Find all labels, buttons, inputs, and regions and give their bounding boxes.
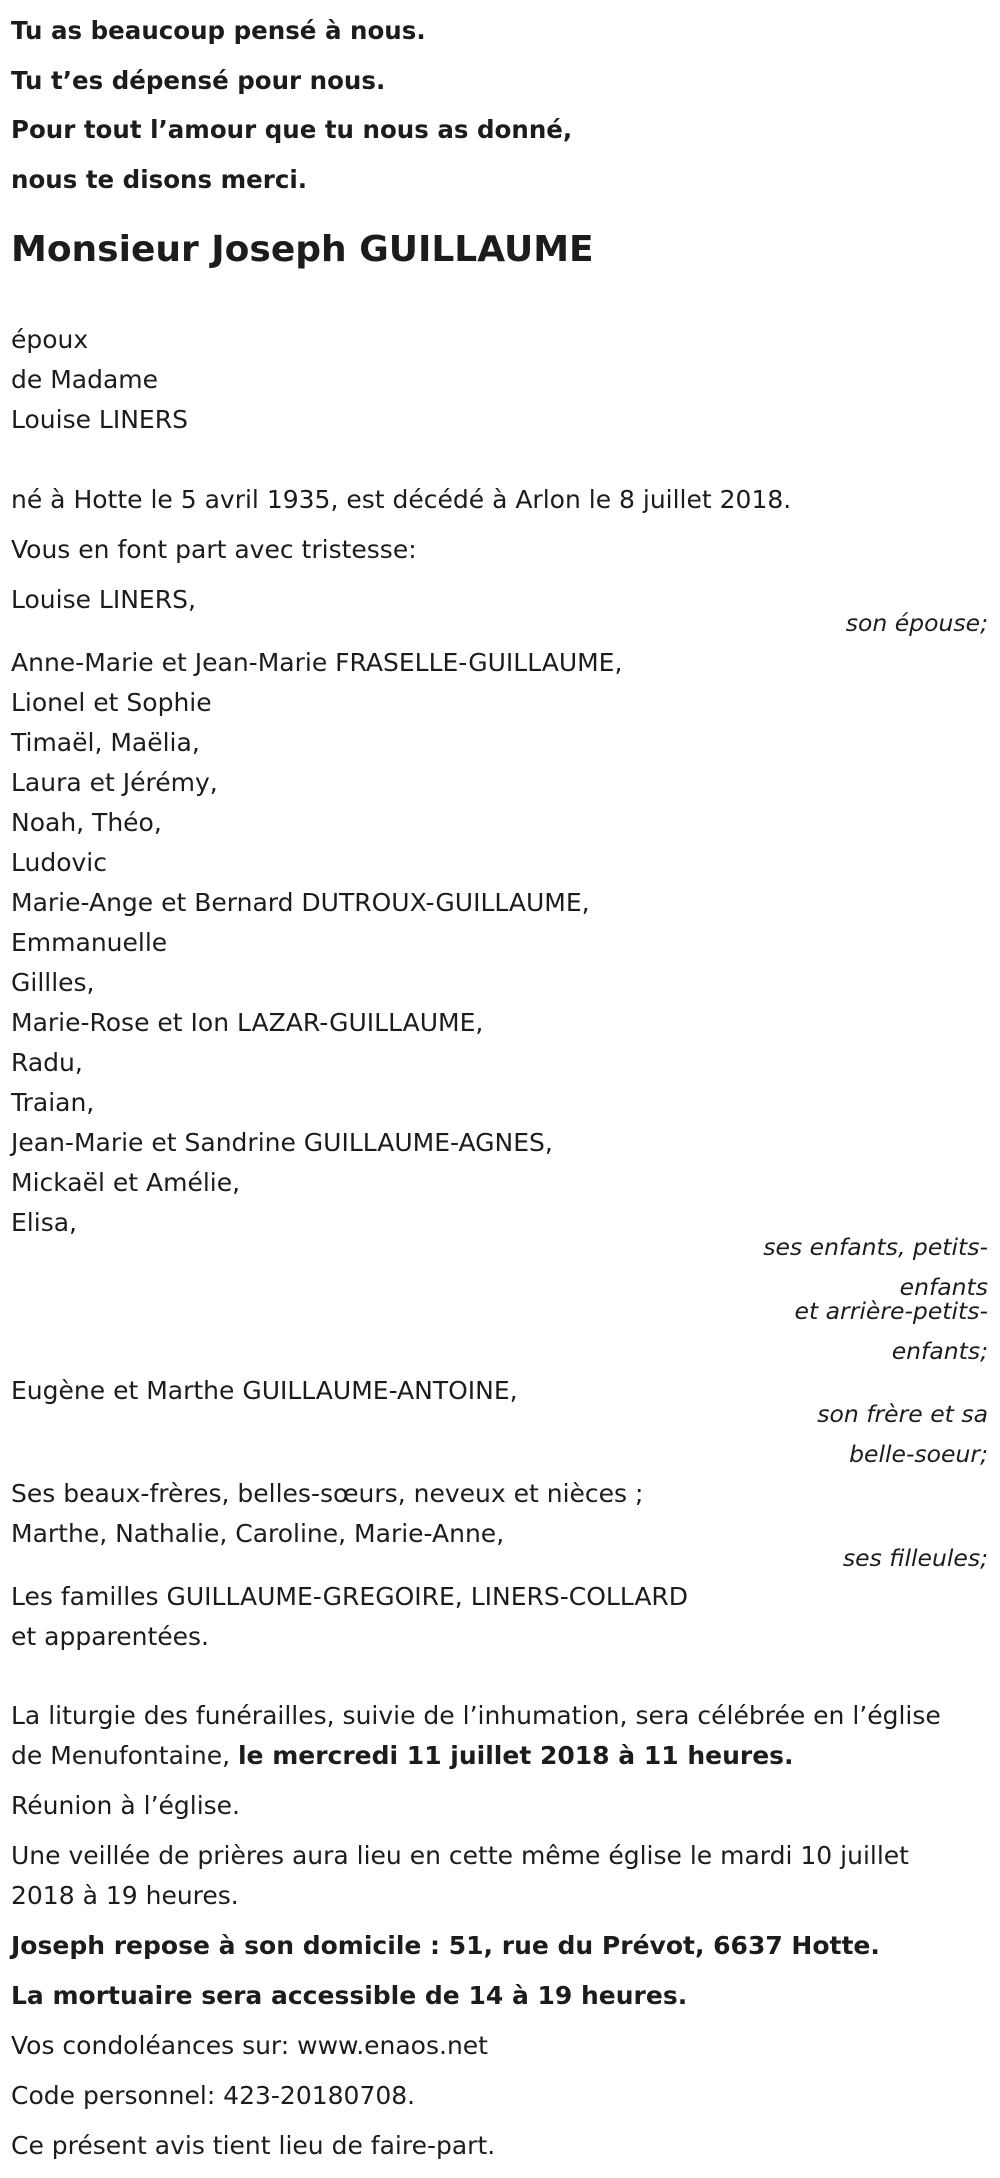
family-line: Ludovic xyxy=(11,848,107,877)
spouse-line: époux xyxy=(11,325,89,354)
family-line: Traian, xyxy=(11,1088,95,1117)
children-relation: enfants; xyxy=(891,1337,988,1365)
family-line: Radu, xyxy=(11,1048,83,1077)
poem-line: Tu as beaucoup pensé à nous. xyxy=(11,16,426,45)
poem-line: nous te disons merci. xyxy=(11,164,308,194)
children-relation: et arrière-petits- xyxy=(794,1297,988,1325)
rest-location: Joseph repose à son domicile : 51, rue du Prévot, 6637 Hotte. xyxy=(11,1931,880,1960)
godchildren-names: Marthe, Nathalie, Caroline, Marie-Anne, xyxy=(11,1519,505,1548)
family-line: Lionel et Sophie xyxy=(11,688,212,717)
children-relation: enfants xyxy=(899,1273,988,1301)
liturgy-line: La liturgie des funérailles, suivie de l’inhumation, sera célébrée en l’église xyxy=(11,1701,941,1730)
godchildren-relation: ses filleules; xyxy=(842,1544,988,1572)
poem-line: Tu t’es dépensé pour nous. xyxy=(11,65,386,95)
spouse-name: Louise LINERS, xyxy=(11,585,196,614)
condolences: Vos condoléances sur: www.enaos.net xyxy=(11,2031,488,2060)
family-line: Laura et Jérémy, xyxy=(11,768,218,797)
reunion: Réunion à l’église. xyxy=(11,1791,241,1820)
families-line: Les familles GUILLAUME-GREGOIRE, LINERS-COLLARD xyxy=(11,1582,689,1611)
notice: Ce présent avis tient lieu de faire-part. xyxy=(11,2131,496,2160)
family-line: Elisa, xyxy=(11,1208,77,1237)
family-line: Mickaël et Amélie, xyxy=(11,1168,241,1197)
personal-code: Code personnel: 423-20180708. xyxy=(11,2081,416,2110)
vigil-line: 2018 à 19 heures. xyxy=(11,1881,239,1910)
sibling-relation: belle-soeur; xyxy=(849,1440,988,1468)
family-line: Timaël, Maëlia, xyxy=(11,728,200,757)
inlaws: Ses beaux-frères, belles-sœurs, neveux et nièces ; xyxy=(11,1479,644,1508)
poem xyxy=(11,6,572,204)
sibling-name: Eugène et Marthe GUILLAUME-ANTOINE, xyxy=(11,1376,518,1405)
family-line: Anne-Marie et Jean-Marie FRASELLE-GUILLAUME, xyxy=(11,648,623,677)
liturgy-line xyxy=(11,1741,794,1771)
birth-death: né à Hotte le 5 avril 1935, est décédé à Arlon le 8 juillet 2018. xyxy=(11,485,792,514)
liturgy-place: de Menufontaine, xyxy=(11,1741,238,1770)
family-line: Gillles, xyxy=(11,968,95,997)
spouse-line: Louise LINERS xyxy=(11,405,188,434)
spouse-relation: son épouse; xyxy=(845,609,988,637)
family-line: Emmanuelle xyxy=(11,928,168,957)
family-line: Noah, Théo, xyxy=(11,808,162,837)
family-line: Jean-Marie et Sandrine GUILLAUME-AGNES, xyxy=(11,1128,553,1157)
deceased-name: Monsieur Joseph GUILLAUME xyxy=(11,229,594,270)
mortuary-hours: La mortuaire sera accessible de 14 à 19 heures. xyxy=(11,1981,688,2010)
family-line: Marie-Ange et Bernard DUTROUX-GUILLAUME, xyxy=(11,888,590,917)
sibling-relation: son frère et sa xyxy=(817,1400,988,1428)
family-line: Marie-Rose et Ion LAZAR-GUILLAUME, xyxy=(11,1008,484,1037)
announce: Vous en font part avec tristesse: xyxy=(11,535,417,564)
children-relation: ses enfants, petits- xyxy=(763,1233,988,1261)
liturgy-date: le mercredi 11 juillet 2018 à 11 heures. xyxy=(237,1741,794,1770)
poem-line: Pour tout l’amour que tu nous as donné, xyxy=(11,115,573,144)
spouse-line: de Madame xyxy=(11,365,159,394)
vigil-line: Une veillée de prières aura lieu en cette même église le mardi 10 juillet xyxy=(11,1841,909,1870)
families-line: et apparentées. xyxy=(11,1622,209,1651)
